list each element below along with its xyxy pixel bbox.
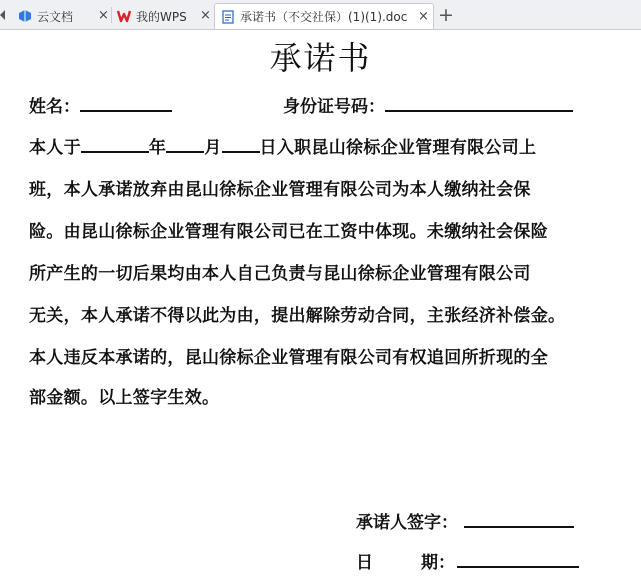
tab-label: 云文档 (37, 9, 74, 24)
paragraph-line (29, 133, 536, 158)
tab-document[interactable] (214, 3, 434, 29)
year-label: 年 (148, 138, 167, 158)
document-title: 承诺书 (269, 39, 372, 77)
id-field-row (283, 92, 573, 117)
close-tab-icon[interactable]: × (98, 8, 109, 23)
date-row (356, 548, 579, 573)
paragraph-line: 班，本人承诺放弃由昆山徐标企业管理有限公司为本人缴纳社会保 (29, 180, 531, 200)
day-blank[interactable] (222, 137, 260, 153)
scroll-tabs-left-icon[interactable] (0, 10, 5, 20)
signature-label: 承诺人签字： (356, 513, 458, 533)
id-number-label: 身份证号码： (283, 97, 385, 117)
paragraph-line: 险。由昆山徐标企业管理有限公司已在工资中体现。未缴纳社会保险 (29, 222, 548, 242)
line-text: 日入职昆山徐标企业管理有限公司上 (259, 138, 537, 158)
name-blank[interactable] (80, 96, 172, 112)
signature-blank[interactable] (464, 512, 574, 528)
year-blank[interactable] (81, 137, 149, 153)
date-label-period: 期： (421, 553, 455, 573)
tab-label: 我的WPS (136, 9, 187, 24)
tab-cloud-docs[interactable] (18, 3, 112, 29)
tab-bar (0, 0, 641, 30)
tab-label: 承诺书（不交社保）(1)(1).doc (240, 10, 408, 24)
paragraph-line: 本人违反本承诺的，昆山徐标企业管理有限公司有权追回所折现的全 (29, 348, 548, 368)
name-field-row (29, 92, 172, 117)
new-tab-button[interactable]: + (438, 4, 454, 26)
id-number-blank[interactable] (385, 96, 573, 112)
paragraph-line: 部金额。以上签字生效。 (29, 388, 220, 408)
month-blank[interactable] (166, 137, 204, 153)
line-text: 本人于 (29, 138, 81, 158)
document-page (0, 30, 641, 578)
cloud-doc-icon (18, 9, 32, 23)
paragraph-line: 所产生的一切后果均由本人自己负责与昆山徐标企业管理有限公司 (29, 264, 531, 284)
month-label: 月 (204, 138, 222, 158)
date-label-day: 日 (356, 553, 373, 573)
paragraph-line: 无关，本人承诺不得以此为由，提出解除劳动合同，主张经济补偿金。 (29, 306, 566, 326)
date-blank[interactable] (457, 552, 579, 568)
close-tab-icon[interactable]: × (200, 8, 211, 23)
wps-logo-icon (117, 9, 131, 23)
tab-divider (111, 7, 112, 23)
signature-row (356, 508, 574, 533)
name-label: 姓名： (29, 97, 80, 117)
doc-file-icon (221, 10, 235, 24)
tab-my-wps[interactable] (117, 3, 213, 29)
close-tab-icon[interactable]: × (418, 9, 429, 24)
